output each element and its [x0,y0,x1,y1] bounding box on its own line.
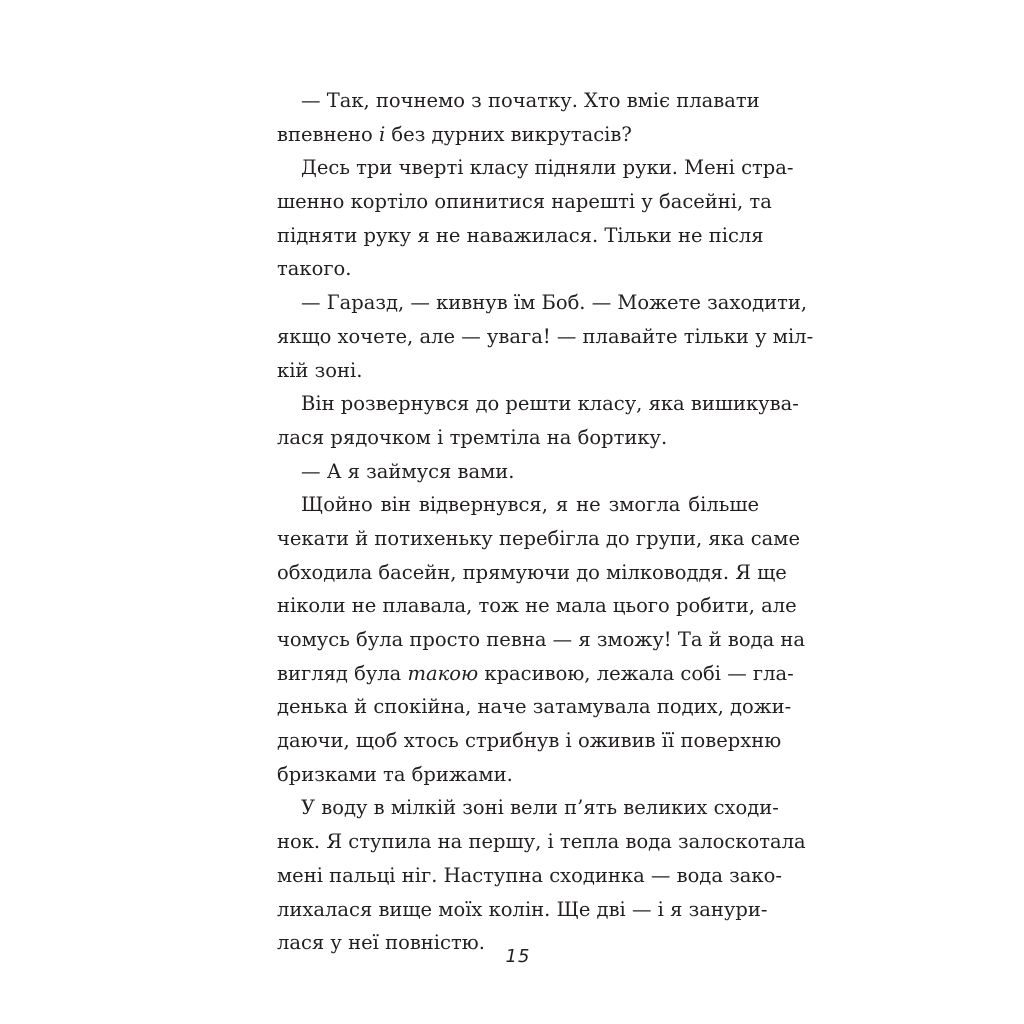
text-line: — Так, почнемо з початку. Хто вміє плавати [301,89,760,112]
text-line: лихалася вище моїх колін. Ще дві — і я занури- [277,897,768,921]
text-line [277,118,759,152]
text-line: мені пальці ніг. Наступна сходинка — вода зако- [277,863,782,887]
text-line: обходила басейн, прямуючи до мілководдя. Я ще [277,560,787,584]
italic-emphasis: такою [407,661,479,685]
text-line: — А я займуся вами. [301,459,515,483]
text-line: лася рядочком і тремтіла на бортику. [277,425,668,449]
text-span: вигляд була [277,661,408,685]
text-line: даючи, щоб хтось стрибнув і оживив її поверхню [277,729,782,753]
text-line: лася у неї повністю. [277,931,485,955]
text-line: У воду в мілкій зоні вели п’ять великих сходи- [301,796,779,820]
text-line: чомусь була просто певна — я зможу! Та й вода на [277,628,806,651]
text-span: красивою, лежала собі — гла- [478,661,794,685]
text-line: ніколи не плавала, тож не мала цього робити, але [277,594,797,618]
text-line: кій зоні. [277,358,363,382]
page-number: 15 [505,946,531,967]
text-line: шенно кортіло опинитися нарешті у басейні, та [277,190,772,214]
text-line: чекати й потихеньку перебігла до групи, яка саме [277,526,800,550]
body-text [277,84,814,960]
text-line: нок. Я ступила на першу, і тепла вода залоскотала [277,830,806,854]
text-line: підняти руку я не наважилася. Тільки не після [277,223,764,247]
text-span: без дурних викрутасів? [385,122,632,146]
text-line: якщо хочете, але — увага! — плавайте тільки у міл- [277,324,814,348]
text-span: впевнено [277,122,379,146]
text-line: денька й спокійна, наче затамувала подих, дожи- [277,695,792,719]
text-line: бризками та брижами. [277,762,513,786]
text-line: такого. [277,257,352,281]
text-line: — Гаразд, — кивнув їм Боб. — Можете заходити, [301,291,808,315]
text-line: Десь три чверті класу підняли руки. Мені стра- [301,156,794,180]
italic-emphasis: і [378,122,386,146]
text-line [277,657,794,691]
text-line: Він розвернувся до решти класу, яка вишикува- [301,392,799,416]
text-line: Щойно він відвернувся, я не змогла більше [301,493,759,517]
